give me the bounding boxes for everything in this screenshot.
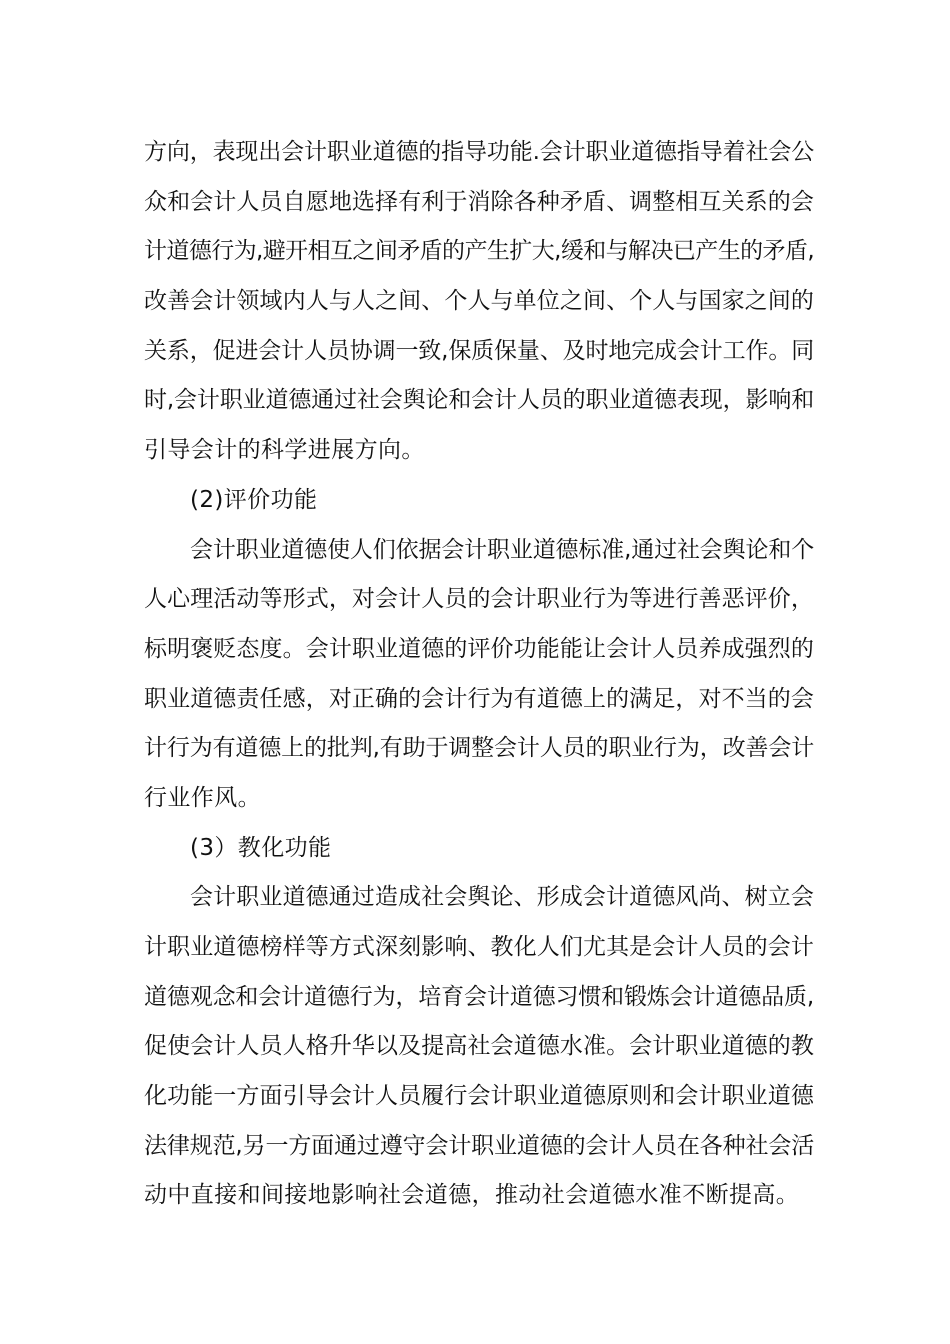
text-line: 人心理活动等形式，对会计人员的会计职业行为等进行善恶评价， (144, 586, 814, 613)
text-line: 动中直接和间接地影响社会道德，推动社会道德水准不断提高。 (144, 1182, 800, 1209)
text-line: 标明褒贬态度。会计职业道德的评价功能能让会计人员养成强烈的 (144, 635, 814, 662)
text-line: 会计职业道德通过造成社会舆论、形成会计道德风尚、树立会 (190, 884, 814, 911)
body-text (144, 128, 814, 1221)
text-line: 职业道德责任感，对正确的会计行为有道德上的满足，对不当的会 (144, 685, 814, 712)
text-line: 行业作风。 (144, 784, 261, 811)
text-line: 道德观念和会计道德行为，培育会计道德习惯和锻炼会计道德品质, (144, 983, 814, 1010)
section-heading: (3）教化功能 (190, 834, 332, 861)
text-line: 关系，促进会计人员协调一致,保质保量、及时地完成会计工作。同 (144, 337, 814, 364)
text-line: 方向，表现出会计职业道德的指导功能.会计职业道德指导着社会公 (144, 139, 814, 165)
text-line: 改善会计领域内人与人之间、个人与单位之间、个人与国家之间的 (144, 288, 814, 315)
text-line: 引导会计的科学进展方向。 (144, 437, 425, 464)
text-line: 时,会计职业道德通过社会舆论和会计人员的职业道德表现，影响和 (144, 387, 814, 414)
text-line: 计行为有道德上的批判,有助于调整会计人员的职业行为，改善会计 (144, 735, 814, 762)
section-heading: (2)评价功能 (190, 486, 318, 513)
text-line: 计道德行为,避开相互之间矛盾的产生扩大,缓和与解决已产生的矛盾, (144, 238, 814, 265)
text-line: 化功能一方面引导会计人员履行会计职业道德原则和会计职业道德 (144, 1083, 814, 1110)
text-line: 法律规范,另一方面通过遵守会计职业道德的会计人员在各种社会活 (144, 1132, 814, 1159)
text-line: 促使会计人员人格升华以及提高社会道德水准。会计职业道德的教 (144, 1033, 814, 1060)
text-line: 计职业道德榜样等方式深刻影响、教化人们尤其是会计人员的会计 (144, 934, 814, 960)
text-line: 众和会计人员自愿地选择有利于消除各种矛盾、调整相互关系的会 (144, 188, 814, 215)
text-line: 会计职业道德使人们依据会计职业道德标准,通过社会舆论和个 (190, 536, 814, 563)
